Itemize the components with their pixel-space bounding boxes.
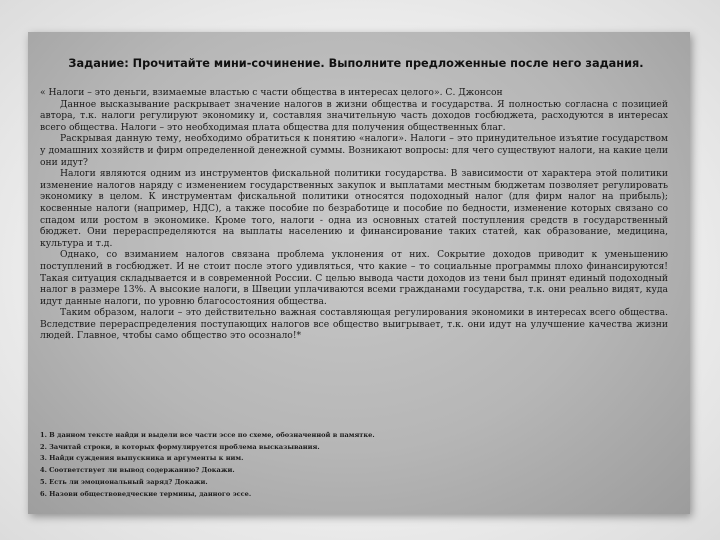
essay-paragraph-4: Налоги являются одним из инструментов фискальной политики государства. В зависимости от характера этой политики изменение налогов наряду с изменением государственных закупок и выплатами местным бюджетам позволяет регулировать экономику в целом. К инструментам фискальной политики относятся подоходный налог (для фирм налог на прибыль); косвенные налоги (например, НДС), а также пособие по безработице и пособие по бедности, изменение которых связано со спадом или ростом в экономике. Кроме того, налоги - одна из основных статей поступления средств в государственный бюджет. Они перераспределяются на выплаты населению и финансирование таких статей, как образование, медицина, культура и т.д.	[40, 168, 668, 249]
task-item: 6. Назови обществоведческие термины, данного эссе.	[40, 489, 252, 498]
task-item: 2. Зачитай строки, в которых формулируется проблема высказывания.	[40, 442, 320, 451]
assignment-title: Задание: Прочитайте мини-сочинение. Выполните предложенные после него задания.	[68, 57, 644, 70]
essay-paragraph-6: Таким образом, налоги – это действительно важная составляющая регулирования экономики в интересах всего общества. Вследствие перераспределения поступающих налогов все общество выигрывает, т.к. они идут на улучшение качества жизни людей. Главное, чтобы само общество это осознало!*	[40, 307, 668, 342]
task-item: 1. В данном тексте найди и выдели все части эссе по схеме, обозначенной в памятке.	[40, 431, 375, 439]
task-item: 5. Есть ли эмоциональный заряд? Докажи.	[40, 477, 208, 486]
task-item: 3. Найди суждения выпускника и аргументы к ним.	[40, 454, 244, 463]
essay-quote-paragraph: « Налоги – это деньги, взимаемые властью с части общества в интересах целого». С. Джонсон	[40, 87, 503, 98]
essay-text	[40, 87, 668, 342]
essay-paragraph-5: Однако, со взиманием налогов связана проблема уклонения от них. Сокрытие доходов приводит к уменьшению поступлений в госбюджет. И не стоит после этого удивляться, что какие – то социальные программы плохо финансируются! Такая ситуация складывается и в современной России. С целью вывода части доходов из тени был принят единый подоходный налог в размере 13%. А высокие налоги, в Швеции уплачиваются всеми гражданами государства, т.к. они реально видят, куда идут данные налоги, по уровню благосостояния общества.	[40, 249, 668, 307]
task-item: 4. Соответствует ли вывод содержанию? Докажи.	[40, 466, 235, 475]
essay-paragraph-3: Раскрывая данную тему, необходимо обратиться к понятию «налоги». Налоги – это принудительное изъятие государством у домашних хозяйств и фирм определенной денежной суммы. Возникают вопросы: для чего существуют налоги, на какие цели они идут?	[40, 133, 668, 168]
essay-paragraph-2: Данное высказывание раскрывает значение налогов в жизни общества и государства. Я полностью согласна с позицией автора, т.к. налоги регулируют экономику и, составляя значительную часть доходов госбюджета, расходуются в интересах всего общества. Налоги – это необходимая плата общества для получения общественных благ.	[40, 98, 668, 133]
task-list	[40, 430, 668, 500]
